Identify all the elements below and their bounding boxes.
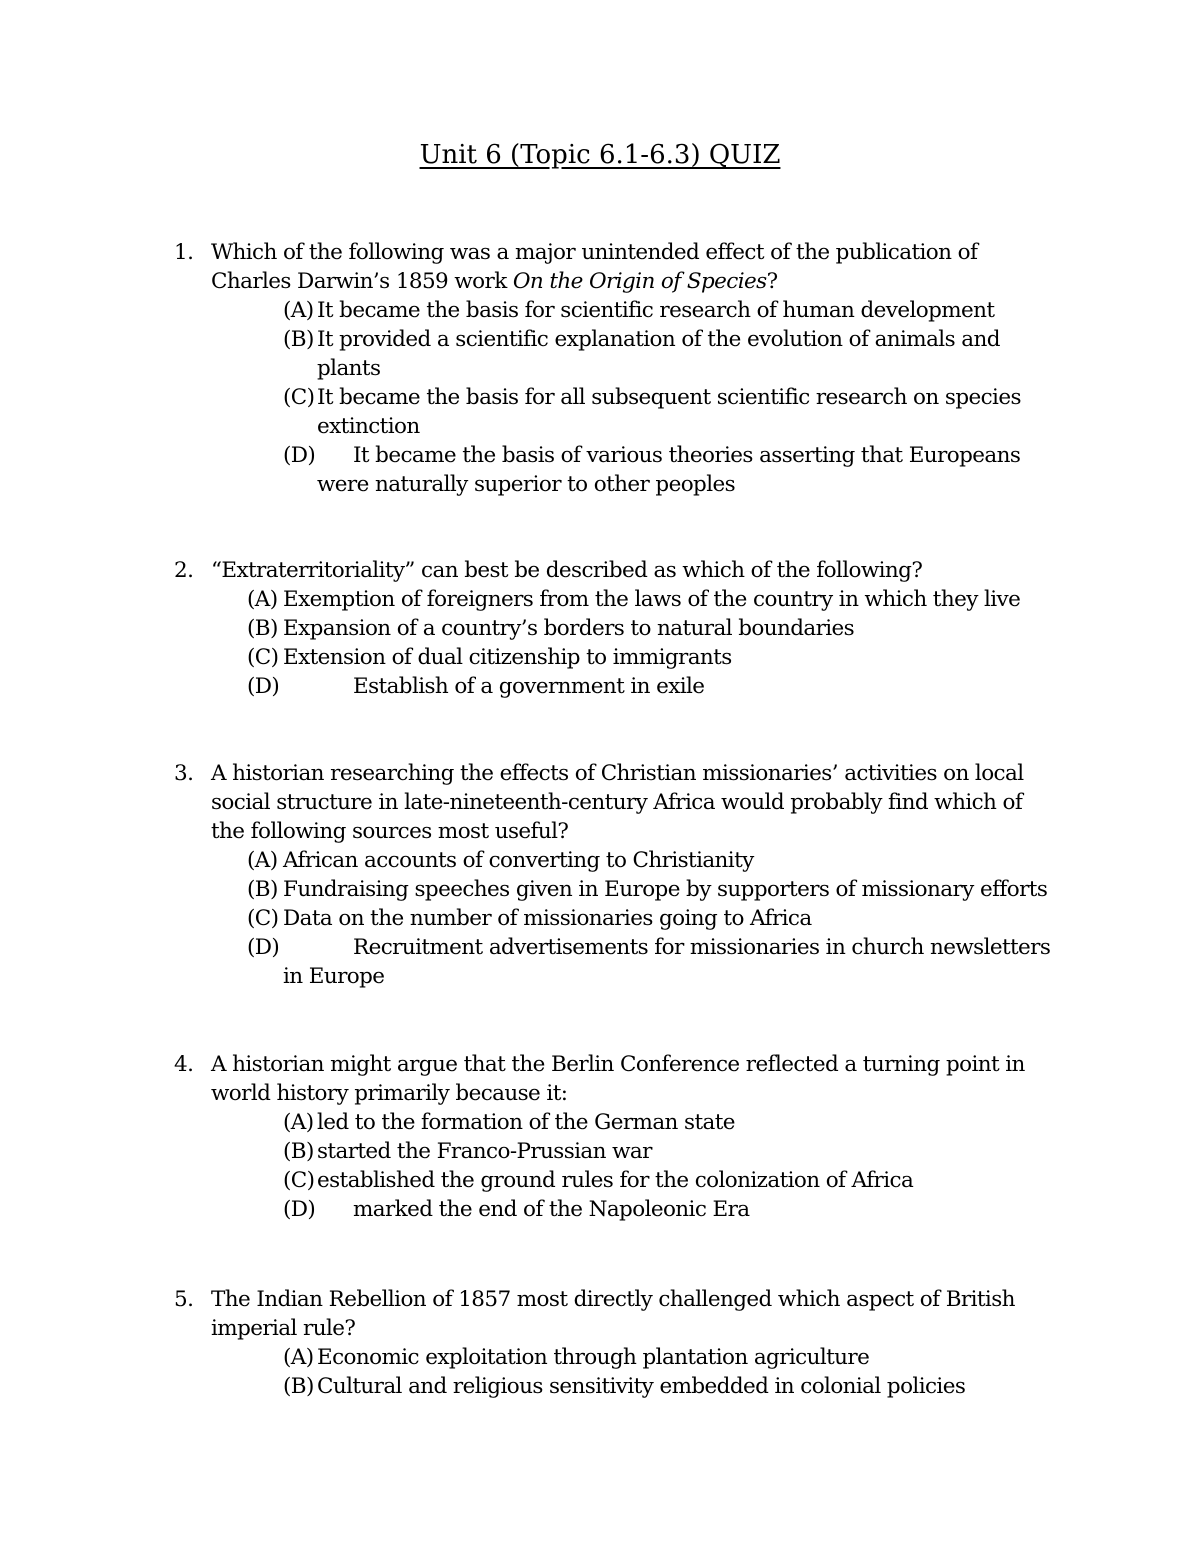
choice-text: established the ground rules for the colonization of Africa	[317, 1168, 914, 1193]
choice-c	[283, 1166, 1054, 1195]
question-2	[174, 556, 1054, 701]
question-stem	[174, 1285, 1054, 1343]
choice-b	[283, 325, 1054, 383]
choice-letter: (B)	[283, 327, 314, 352]
choice-letter: (C)	[283, 385, 315, 410]
choice-d	[283, 441, 1054, 499]
choice-text: Expansion of a country’s borders to natural boundaries	[283, 616, 855, 641]
stem-text: A historian researching the effects of Christian missionaries’ activities on local social structure in late-nineteenth-century Africa would probably find which of the following sources most useful?	[211, 761, 1024, 844]
choice-text: marked the end of the Napoleonic Era	[353, 1197, 750, 1222]
choice-letter: (A)	[283, 298, 314, 323]
choice-c	[247, 643, 1054, 672]
question-3	[174, 759, 1054, 991]
choice-text: It provided a scientific explanation of the evolution of animals and plants	[317, 327, 1000, 381]
choice-text: led to the formation of the German state	[317, 1110, 735, 1135]
choice-text: African accounts of converting to Christianity	[283, 848, 754, 873]
choice-c	[283, 383, 1054, 441]
choice-letter: (D)	[247, 674, 280, 699]
question-5	[174, 1285, 1054, 1401]
choice-letter: (B)	[283, 1139, 314, 1164]
choice-letter: (D)	[247, 935, 280, 960]
question-number: 4.	[174, 1052, 194, 1077]
choice-letter: (A)	[283, 1110, 314, 1135]
question-4	[174, 1050, 1054, 1224]
choice-letter: (A)	[247, 587, 278, 612]
choice-text: Extension of dual citizenship to immigrants	[283, 645, 732, 670]
choice-letter: (C)	[247, 645, 279, 670]
choice-b	[247, 614, 1054, 643]
choice-text: Recruitment advertisements for missionaries in church newsletters in Europe	[283, 935, 1051, 989]
question-1	[174, 238, 1054, 499]
choice-b	[247, 875, 1054, 904]
choice-d	[247, 672, 1054, 701]
choice-a	[283, 1343, 1054, 1372]
choice-text: It became the basis of various theories asserting that Europeans were naturally superior to other peoples	[317, 443, 1021, 497]
choice-letter: (B)	[247, 877, 278, 902]
choice-text: Fundraising speeches given in Europe by supporters of missionary efforts	[283, 877, 1048, 902]
book-title: On the Origin of Species	[512, 269, 767, 294]
choice-letter: (A)	[247, 848, 278, 873]
question-number: 3.	[174, 761, 194, 786]
question-number: 1.	[174, 240, 194, 265]
question-stem	[174, 1050, 1054, 1108]
choice-text: Data on the number of missionaries going to Africa	[283, 906, 812, 931]
question-number: 5.	[174, 1287, 194, 1312]
choice-text: started the Franco-Prussian war	[317, 1139, 652, 1164]
choice-text: It became the basis for scientific research of human development	[317, 298, 995, 323]
choice-text: Exemption of foreigners from the laws of the country in which they live	[283, 587, 1021, 612]
choice-letter: (D)	[283, 1197, 316, 1222]
question-stem	[174, 238, 1054, 296]
stem-text: A historian might argue that the Berlin Conference reflected a turning point in world history primarily because it:	[211, 1052, 1025, 1106]
choice-a	[283, 1108, 1054, 1137]
choice-text: Cultural and religious sensitivity embedded in colonial policies	[317, 1374, 966, 1399]
choice-letter: (C)	[247, 906, 279, 931]
choice-letter: (B)	[247, 616, 278, 641]
choice-text: Economic exploitation through plantation agriculture	[317, 1345, 870, 1370]
choice-letter: (D)	[283, 443, 316, 468]
quiz-title: Unit 6 (Topic 6.1-6.3) QUIZ	[419, 140, 781, 170]
question-stem	[174, 759, 1054, 846]
choice-d	[283, 1195, 1054, 1224]
question-stem	[174, 556, 1054, 585]
stem-text-end: ?	[766, 269, 778, 294]
choice-letter: (A)	[283, 1345, 314, 1370]
choice-text: Establish of a government in exile	[353, 674, 705, 699]
choice-b	[283, 1137, 1054, 1166]
choice-c	[247, 904, 1054, 933]
choice-letter: (B)	[283, 1374, 314, 1399]
choice-text: It became the basis for all subsequent scientific research on species extinction	[317, 385, 1021, 439]
choice-a	[247, 846, 1054, 875]
choice-letter: (C)	[283, 1168, 315, 1193]
stem-text: Which of the following was a major unintended effect of the publication of Charles Darwin’s 1859 work	[211, 240, 978, 294]
choice-b	[283, 1372, 1054, 1401]
question-number: 2.	[174, 558, 194, 583]
stem-text: “Extraterritoriality” can best be described as which of the following?	[211, 558, 923, 583]
choice-a	[247, 585, 1054, 614]
stem-text: The Indian Rebellion of 1857 most directly challenged which aspect of British imperial rule?	[211, 1287, 1015, 1341]
choice-d	[247, 933, 1054, 991]
choice-a	[283, 296, 1054, 325]
